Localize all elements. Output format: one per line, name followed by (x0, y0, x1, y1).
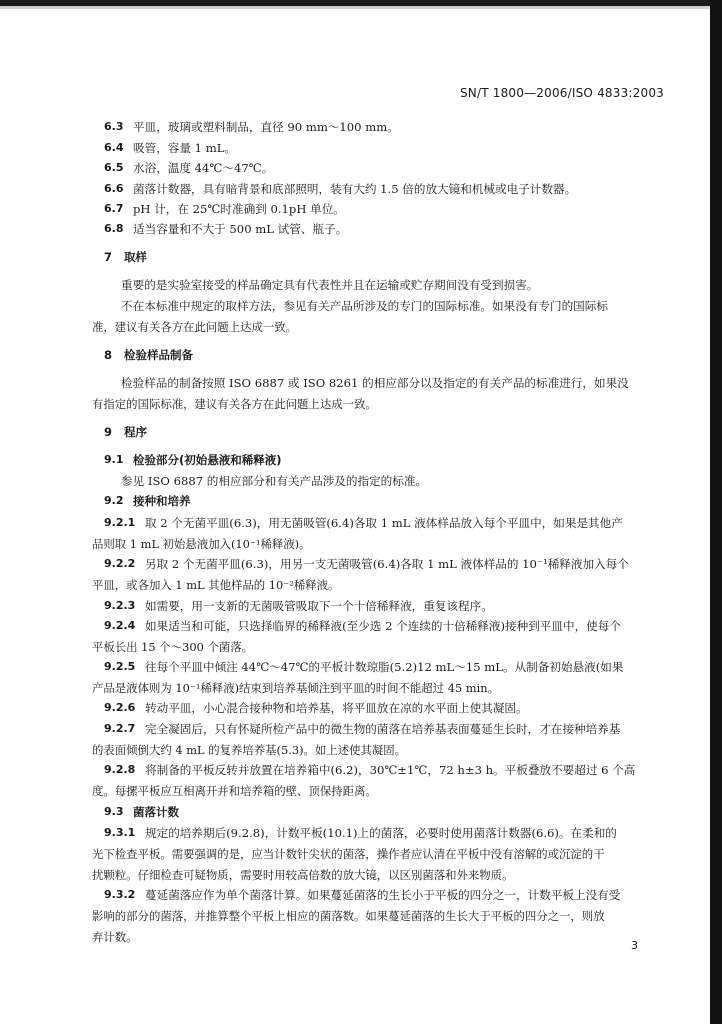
clause-text: 影响的部分的菌落，并推算整个平板上相应的菌落数。如果蔓延菌落的生长大于平板的四分之一，则放 (92, 909, 605, 923)
section-number: 7 (104, 250, 113, 264)
subsection-number: 9.1 (104, 453, 124, 466)
item-number: 6.7 (104, 202, 124, 215)
subsection-number: 9.2 (104, 494, 124, 507)
paragraph-text: 不在本标准中规定的取样方法，参见有关产品所涉及的专门的国际标准。如果没有专门的国际标 (121, 299, 608, 313)
standard-code-header: SN/T 1800—2006/ISO 4833:2003 (459, 86, 664, 100)
item-text: pH 计，在 25℃时准确到 0.1pH 单位。 (133, 202, 345, 216)
clause-text: 如果适当和可能，只选择临界的稀释液(至少选 2 个连续的十倍稀释液)接种到平皿中，使每个 (145, 619, 621, 633)
subsection-title: 检验部分(初始悬液和稀释液) (133, 453, 282, 467)
clause-text: 蔓延菌落应作为单个菌落计算。如果蔓延菌落的生长小于平板的四分之一，计数平板上没有受 (145, 888, 621, 902)
scan-border-right (710, 0, 722, 1024)
clause-text: 扰颗粒。仔细检查可疑物质，需要时用较高倍数的放大镜，以区别菌落和外来物质。 (92, 868, 514, 882)
section-title: 检验样品制备 (124, 348, 193, 362)
clause-text: 弃计数。 (92, 930, 138, 944)
clause-number: 9.2.3 (104, 599, 136, 612)
paragraph-text: 准，建议有关各方在此问题上达成一致。 (92, 320, 298, 334)
clause-text: 往每个平皿中倾注 44℃～47℃的平板计数琼脂(5.2)12 mL～15 mL。从制备初始悬液(如果 (145, 660, 624, 674)
section-number: 8 (104, 348, 113, 362)
paragraph-text: 有指定的国际标准，建议有关各方在此问题上达成一致。 (92, 397, 377, 411)
item-text: 适当容量和不大于 500 mL 试管、瓶子。 (133, 222, 348, 236)
page-number: 3 (631, 939, 638, 952)
clause-number: 9.2.8 (104, 763, 136, 776)
paragraph-text: 重要的是实验室接受的样品确定具有代表性并且在运输或贮存期间没有受到损害。 (121, 278, 539, 292)
section-number: 9 (104, 425, 113, 439)
item-number: 6.5 (104, 161, 124, 174)
clause-text: 产品是液体则为 10⁻¹稀释液)结束到培养基倾注到平皿的时间不能超过 45 min。 (92, 681, 499, 695)
item-number: 6.3 (104, 120, 124, 133)
item-text: 菌落计数器，具有暗背景和底部照明，装有大约 1.5 倍的放大镜和机械或电子计数器。 (133, 182, 577, 196)
item-number: 6.4 (104, 141, 124, 154)
clause-text: 品则取 1 mL 初始悬液加入(10⁻¹稀释液)。 (92, 537, 311, 551)
subsection-number: 9.3 (104, 805, 124, 818)
clause-number: 9.3.2 (104, 888, 136, 901)
clause-text: 转动平皿，小心混合接种物和培养基，将平皿放在凉的水平面上使其凝固。 (145, 701, 528, 715)
clause-text: 将制备的平板反转并放置在培养箱中(6.2)，30℃±1℃，72 h±3 h。平板叠放不要超过 6 个高 (145, 763, 636, 777)
clause-text: 取 2 个无菌平皿(6.3)，用无菌吸管(6.4)各取 1 mL 液体样品放入每个平皿中，如果是其他产 (145, 516, 623, 530)
scan-border-shadow (0, 6, 722, 9)
subsection-title: 菌落计数 (133, 805, 179, 819)
clause-text: 规定的培养期后(9.2.8)，计数平板(10.1)上的菌落，必要时使用菌落计数器(6.6)。在柔和的 (145, 826, 617, 840)
clause-text: 平皿，或各加入 1 mL 其他样品的 10⁻²稀释液。 (92, 578, 340, 592)
item-number: 6.6 (104, 182, 124, 195)
paragraph-text: 检验样品的制备按照 ISO 6887 或 ISO 8261 的相应部分以及指定的有关产品的标准进行，如果没 (121, 376, 629, 390)
section-title: 取样 (124, 250, 147, 264)
clause-number: 9.3.1 (104, 826, 136, 839)
item-text: 吸管，容量 1 mL。 (133, 141, 237, 155)
clause-text: 完全凝固后，只有怀疑所检产品中的微生物的菌落在培养基表面蔓延生长时，才在接种培养基 (145, 722, 621, 736)
clause-number: 9.2.6 (104, 701, 136, 714)
clause-number: 9.2.7 (104, 722, 136, 735)
section-title: 程序 (124, 425, 147, 439)
clause-text: 如需要，用一支新的无菌吸管吸取下一个十倍稀释液，重复该程序。 (145, 599, 493, 613)
clause-text: 度。每摞平板应互相离开并和培养箱的壁、顶保持距离。 (92, 784, 377, 798)
paragraph-text: 参见 ISO 6887 的相应部分和有关产品涉及的指定的标准。 (121, 474, 428, 488)
item-text: 水浴，温度 44℃～47℃。 (133, 161, 274, 175)
clause-text: 的表面倾倒大约 4 mL 的复养培养基(5.3)。如上述使其凝固。 (92, 743, 407, 757)
item-number: 6.8 (104, 222, 124, 235)
clause-number: 9.2.2 (104, 557, 136, 570)
clause-text: 平板长出 15 个～300 个菌落。 (92, 640, 254, 654)
clause-text: 另取 2 个无菌平皿(6.3)，用另一支无菌吸管(6.4)各取 1 mL 液体样品的 10⁻¹稀释液加入每个 (145, 557, 629, 571)
clause-text: 光下检查平板。需要强调的是，应当计数针尖状的菌落，操作者应认清在平板中没有溶解的或沉淀的干 (92, 847, 605, 861)
item-text: 平皿，玻璃或塑料制品，直径 90 mm～100 mm。 (133, 120, 399, 134)
clause-number: 9.2.1 (104, 516, 136, 529)
clause-number: 9.2.4 (104, 619, 136, 632)
clause-number: 9.2.5 (104, 660, 136, 673)
subsection-title: 接种和培养 (133, 494, 191, 508)
